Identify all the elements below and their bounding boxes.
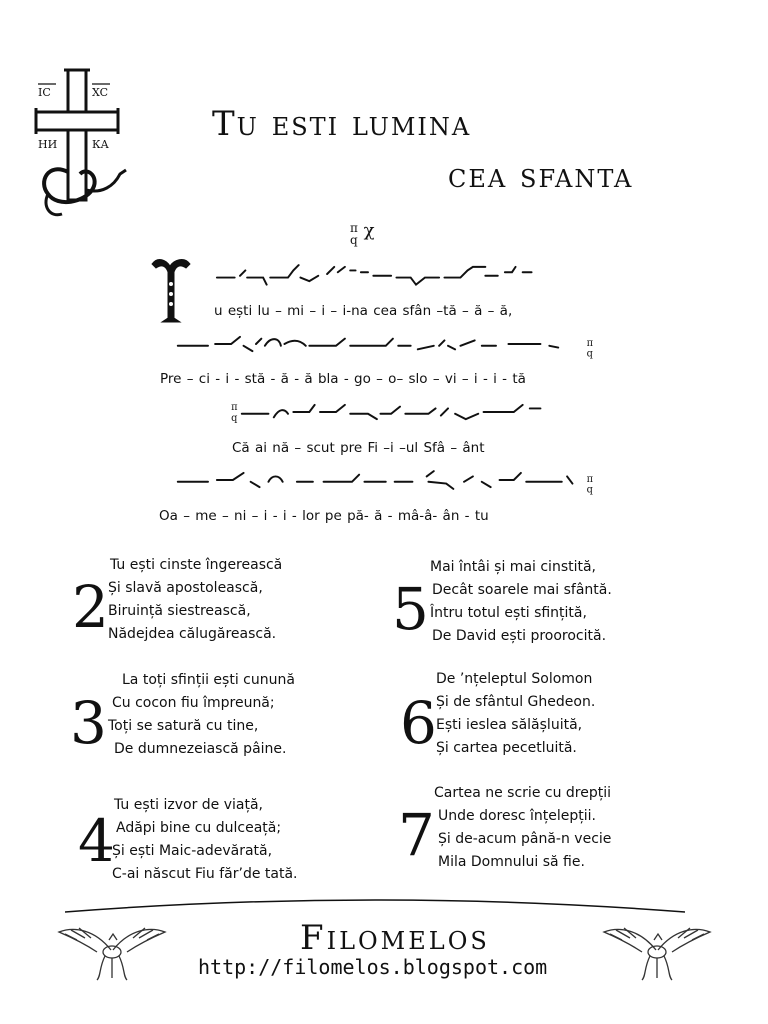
svg-text:НИ: НИ — [38, 138, 58, 151]
verse-text: De ’nțeleptul Solomon Și de sfântul Ghedeon. Ești ieslea sălășluită, Și cartea pecetluită. — [436, 671, 596, 756]
mode-sign — [350, 222, 375, 246]
verse-number: 3 — [70, 689, 107, 757]
title-line-2: cea sfanta — [448, 156, 634, 196]
title-line-1: Tu esti lumina — [212, 104, 472, 144]
svg-text:q: q — [586, 348, 593, 360]
svg-text:q: q — [231, 412, 238, 424]
neume-line-3 — [0, 396, 768, 428]
lyric-line-2: Pre – ci - i - stă - ă - ă bla - go – o– slo – vi – i - i - tă — [160, 371, 526, 387]
verse-number: 5 — [392, 575, 429, 643]
verse-number: 4 — [78, 807, 115, 875]
neume-line-2 — [0, 328, 768, 360]
lyric-line-4: Oa – me – ni – i - i - lor pe pă- ă - mâ-â- ân - tu — [159, 508, 489, 524]
svg-text:XC: XC — [92, 86, 109, 99]
neume-line-1 — [0, 258, 768, 290]
mode-sign-pi-q: π q — [350, 221, 358, 247]
svg-text:q: q — [586, 484, 593, 496]
svg-text:π: π — [586, 337, 594, 349]
mode-sign-chi: χ — [363, 220, 375, 241]
orthodox-cross-logo — [28, 62, 138, 222]
verse-text: Mai întâi și mai cinstită, Decât soarele mai sfântă. Întru totul ești sfințită, De David ești proorocită. — [430, 559, 612, 644]
lyric-line-1: u ești lu – mi – i – i-na cea sfân –tă – ă – ă, — [214, 303, 513, 319]
lyric-line-3: Că ai nă – scut pre Fi –i –ul Sfâ – ânt — [232, 440, 485, 456]
brand-name: Filomelos — [300, 918, 490, 958]
svg-text:π: π — [231, 402, 238, 414]
svg-text:КА: КА — [92, 138, 109, 151]
dove-icon — [55, 912, 170, 982]
blog-url-link[interactable]: http://filomelos.blogspot.com — [198, 955, 548, 979]
dove-icon — [600, 912, 715, 982]
verse-number: 6 — [400, 689, 437, 757]
neume-line-4 — [0, 464, 768, 496]
verse-text: La toți sfinții ești cunună Cu cocon fiu împreună; Toți se satură cu tine, De dumnezeiască pâine. — [108, 672, 295, 757]
verse-number: 2 — [72, 573, 109, 641]
verse-text: Tu ești cinste îngerească Și slavă apostolească, Biruință siestrească, Nădejdea călugărească. — [108, 557, 283, 642]
svg-text:π: π — [586, 473, 594, 485]
verse-number: 7 — [398, 801, 435, 869]
verse-text: Cartea ne scrie cu drepții Unde doresc înțelepții. Și de-acum până-n vecie Mila Domnului să fie. — [434, 785, 612, 870]
verse-text: Tu ești izvor de viață, Adăpi bine cu dulceață; Și ești Maic-adevărată, C-ai născut Fiu făr’de tată. — [112, 797, 298, 882]
svg-text:IC: IC — [38, 86, 51, 99]
